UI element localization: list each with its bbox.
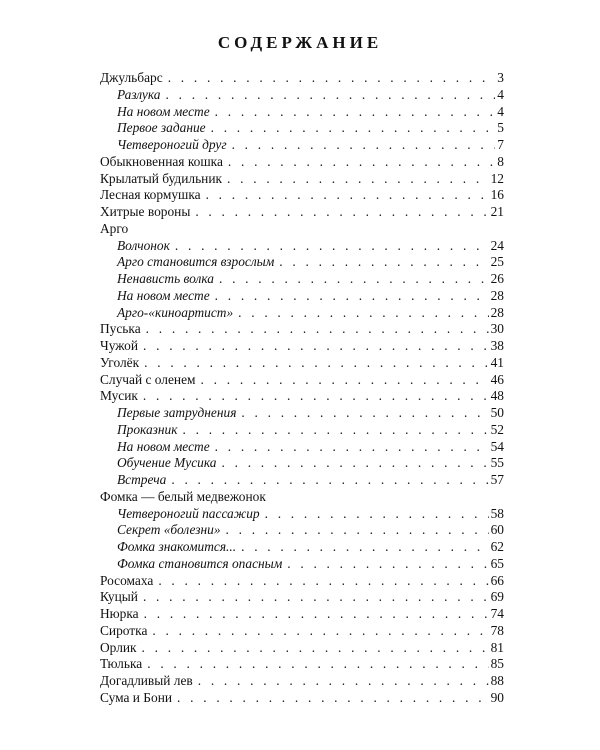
toc-entry bbox=[100, 338, 504, 355]
dot-leader bbox=[171, 472, 488, 489]
toc-entry-page-number: 28 bbox=[490, 287, 504, 303]
toc-subentry bbox=[100, 120, 504, 137]
dot-leader bbox=[215, 439, 489, 456]
dot-leader bbox=[143, 388, 489, 405]
toc-entry-page-number: 50 bbox=[490, 405, 504, 420]
toc-entry-page-number: 28 bbox=[490, 304, 504, 320]
toc-entry-page-number: 54 bbox=[490, 438, 504, 454]
toc-entry bbox=[100, 204, 504, 221]
toc-entry-page-number: 48 bbox=[490, 388, 504, 404]
toc-entry-page-number: 7 bbox=[497, 137, 504, 152]
toc-entry-title: Пуська bbox=[100, 321, 141, 337]
toc-entry-page-number: 21 bbox=[490, 204, 504, 219]
dot-leader bbox=[168, 70, 496, 87]
toc-entry-page-number: 4 bbox=[497, 103, 504, 119]
toc-entry bbox=[100, 321, 504, 338]
toc-entry-title: Четвероногий друг bbox=[117, 137, 227, 152]
toc-entry-page-number: 12 bbox=[490, 170, 504, 186]
dot-leader bbox=[206, 187, 489, 204]
dot-leader bbox=[152, 623, 488, 640]
toc-subentry bbox=[100, 439, 504, 456]
toc-entry-page-number: 58 bbox=[490, 505, 504, 521]
dot-leader bbox=[166, 87, 496, 104]
toc-subentry bbox=[100, 271, 504, 288]
dot-leader bbox=[142, 640, 489, 657]
toc-subentry bbox=[100, 556, 504, 573]
toc-subentry bbox=[100, 422, 504, 439]
dot-leader bbox=[201, 372, 489, 389]
toc-entry bbox=[100, 372, 504, 389]
toc-subentry bbox=[100, 539, 504, 556]
toc-subentry bbox=[100, 137, 504, 154]
dot-leader bbox=[177, 690, 489, 707]
toc-entry-page-number: 4 bbox=[497, 86, 504, 102]
toc-entry-title: Арго bbox=[100, 220, 129, 236]
dot-leader bbox=[183, 422, 489, 439]
toc-entry-title: Фомка становится опасным bbox=[117, 555, 283, 571]
table-of-contents bbox=[100, 70, 504, 707]
dot-leader bbox=[222, 455, 489, 472]
toc-entry-title: На новом месте bbox=[117, 287, 210, 303]
toc-entry bbox=[100, 154, 504, 171]
dot-leader bbox=[195, 204, 488, 221]
toc-entry-title: Росомаха bbox=[100, 572, 154, 588]
dot-leader bbox=[232, 137, 496, 154]
dot-leader bbox=[144, 355, 488, 372]
toc-entry-page-number: 30 bbox=[490, 321, 504, 337]
dot-leader bbox=[147, 656, 488, 673]
toc-entry bbox=[100, 388, 504, 405]
dot-leader bbox=[219, 271, 489, 288]
toc-entry-title: Нюрка bbox=[100, 606, 139, 621]
dot-leader bbox=[143, 589, 489, 606]
toc-entry-page-number: 88 bbox=[490, 673, 504, 688]
toc-entry bbox=[100, 623, 504, 640]
toc-entry-title: Секрет «болезни» bbox=[117, 522, 221, 538]
toc-subentry bbox=[100, 87, 504, 104]
toc-subentry bbox=[100, 506, 504, 523]
dot-leader bbox=[241, 539, 489, 556]
toc-entry-page-number: 46 bbox=[490, 371, 504, 387]
toc-entry-page-number: 52 bbox=[490, 421, 504, 437]
toc-entry-page-number: 38 bbox=[490, 338, 504, 353]
toc-entry bbox=[100, 171, 504, 188]
toc-entry-page-number: 55 bbox=[490, 455, 504, 471]
toc-entry-title: Крылатый будильник bbox=[100, 170, 223, 186]
toc-entry bbox=[100, 640, 504, 657]
toc-entry-page-number: 62 bbox=[490, 539, 504, 554]
page-title: СОДЕРЖАНИЕ bbox=[217, 33, 383, 52]
toc-subentry bbox=[100, 305, 504, 322]
toc-entry-page-number: 66 bbox=[490, 572, 504, 588]
toc-entry-page-number: 24 bbox=[490, 237, 504, 253]
dot-leader bbox=[144, 606, 489, 623]
toc-subentry bbox=[100, 522, 504, 539]
toc-entry-page-number: 8 bbox=[497, 153, 504, 169]
toc-entry-title: Проказник bbox=[117, 421, 178, 437]
toc-entry-title: Разлука bbox=[117, 86, 161, 102]
toc-entry-title: Орлик bbox=[100, 639, 137, 655]
dot-leader bbox=[279, 254, 488, 271]
toc-entry-page-number: 78 bbox=[490, 622, 504, 638]
toc-entry-page-number: 41 bbox=[490, 354, 504, 370]
toc-entry-title: Ненависть волка bbox=[117, 271, 214, 286]
toc-entry-title: Сума и Бони bbox=[100, 689, 173, 705]
toc-entry-title: Случай с оленем bbox=[100, 371, 196, 387]
toc-entry-title: Сиротка bbox=[100, 622, 148, 638]
toc-entry-page-number: 60 bbox=[490, 522, 504, 538]
dot-leader bbox=[146, 321, 489, 338]
toc-entry-page-number: 69 bbox=[490, 589, 504, 605]
dot-leader bbox=[287, 556, 488, 573]
toc-entry bbox=[100, 690, 504, 707]
dot-leader bbox=[227, 171, 489, 188]
dot-leader bbox=[198, 673, 489, 690]
toc-entry bbox=[100, 589, 504, 606]
dot-leader bbox=[215, 288, 489, 305]
toc-entry bbox=[100, 221, 504, 238]
toc-entry-title: Хитрые вороны bbox=[100, 204, 191, 219]
toc-entry-page-number: 25 bbox=[490, 254, 504, 270]
toc-entry-page-number: 26 bbox=[490, 271, 504, 286]
toc-entry-title: Обучение Мусика bbox=[117, 455, 217, 471]
toc-entry-title: Чужой bbox=[100, 338, 139, 353]
toc-entry-title: Лесная кормушка bbox=[100, 187, 201, 203]
toc-entry bbox=[100, 489, 504, 506]
dot-leader bbox=[241, 405, 488, 422]
toc-entry-page-number: 65 bbox=[490, 555, 504, 571]
toc-entry-title: Четвероногий пассажир bbox=[117, 505, 260, 521]
toc-entry-page-number: 90 bbox=[490, 689, 504, 705]
toc-entry-page-number: 85 bbox=[490, 656, 504, 672]
toc-entry-title: На новом месте bbox=[117, 438, 210, 454]
toc-entry-page-number: 81 bbox=[490, 639, 504, 655]
toc-entry-title: Встреча bbox=[117, 472, 167, 487]
toc-entry bbox=[100, 673, 504, 690]
toc-entry-title: Первые затруднения bbox=[117, 405, 237, 420]
toc-entry-title: На новом месте bbox=[117, 103, 210, 119]
toc-entry-title: Фомка — белый медвежонок bbox=[100, 488, 266, 504]
toc-subentry bbox=[100, 254, 504, 271]
toc-entry-title: Волчонок bbox=[117, 237, 170, 253]
toc-entry-title: Джульбарс bbox=[100, 70, 163, 85]
dot-leader bbox=[175, 238, 489, 255]
toc-entry-page-number: 74 bbox=[490, 606, 504, 621]
dot-leader bbox=[265, 506, 489, 523]
toc-entry-title: Тюлька bbox=[100, 656, 143, 672]
toc-subentry bbox=[100, 472, 504, 489]
toc-entry-page-number: 57 bbox=[490, 472, 504, 487]
toc-entry bbox=[100, 70, 504, 87]
dot-leader bbox=[226, 522, 489, 539]
dot-leader bbox=[238, 305, 488, 322]
toc-entry-title: Арго становится взрослым bbox=[117, 254, 275, 270]
toc-entry-title: Арго-«киноартист» bbox=[117, 304, 234, 320]
toc-entry bbox=[100, 606, 504, 623]
toc-entry-title: Фомка знакомится... bbox=[117, 539, 237, 554]
dot-leader bbox=[228, 154, 495, 171]
toc-entry-page-number: 5 bbox=[497, 120, 504, 136]
toc-subentry bbox=[100, 238, 504, 255]
toc-entry-title: Уголёк bbox=[100, 354, 140, 370]
dot-leader bbox=[143, 338, 489, 355]
toc-subentry bbox=[100, 405, 504, 422]
toc-entry-title: Обыкновенная кошка bbox=[100, 153, 223, 169]
toc-entry bbox=[100, 187, 504, 204]
dot-leader bbox=[211, 120, 496, 137]
dot-leader bbox=[158, 573, 488, 590]
toc-entry-title: Куцый bbox=[100, 589, 138, 605]
dot-leader bbox=[215, 104, 496, 121]
toc-entry bbox=[100, 355, 504, 372]
toc-entry bbox=[100, 656, 504, 673]
toc-entry-title: Первое задание bbox=[117, 120, 206, 136]
toc-entry-page-number: 16 bbox=[490, 187, 504, 203]
toc-subentry bbox=[100, 288, 504, 305]
toc-entry-title: Мусик bbox=[100, 388, 138, 404]
toc-subentry bbox=[100, 104, 504, 121]
toc-subentry bbox=[100, 455, 504, 472]
toc-entry bbox=[100, 573, 504, 590]
toc-entry-title: Догадливый лев bbox=[100, 673, 193, 688]
toc-entry-page-number: 3 bbox=[497, 70, 504, 85]
